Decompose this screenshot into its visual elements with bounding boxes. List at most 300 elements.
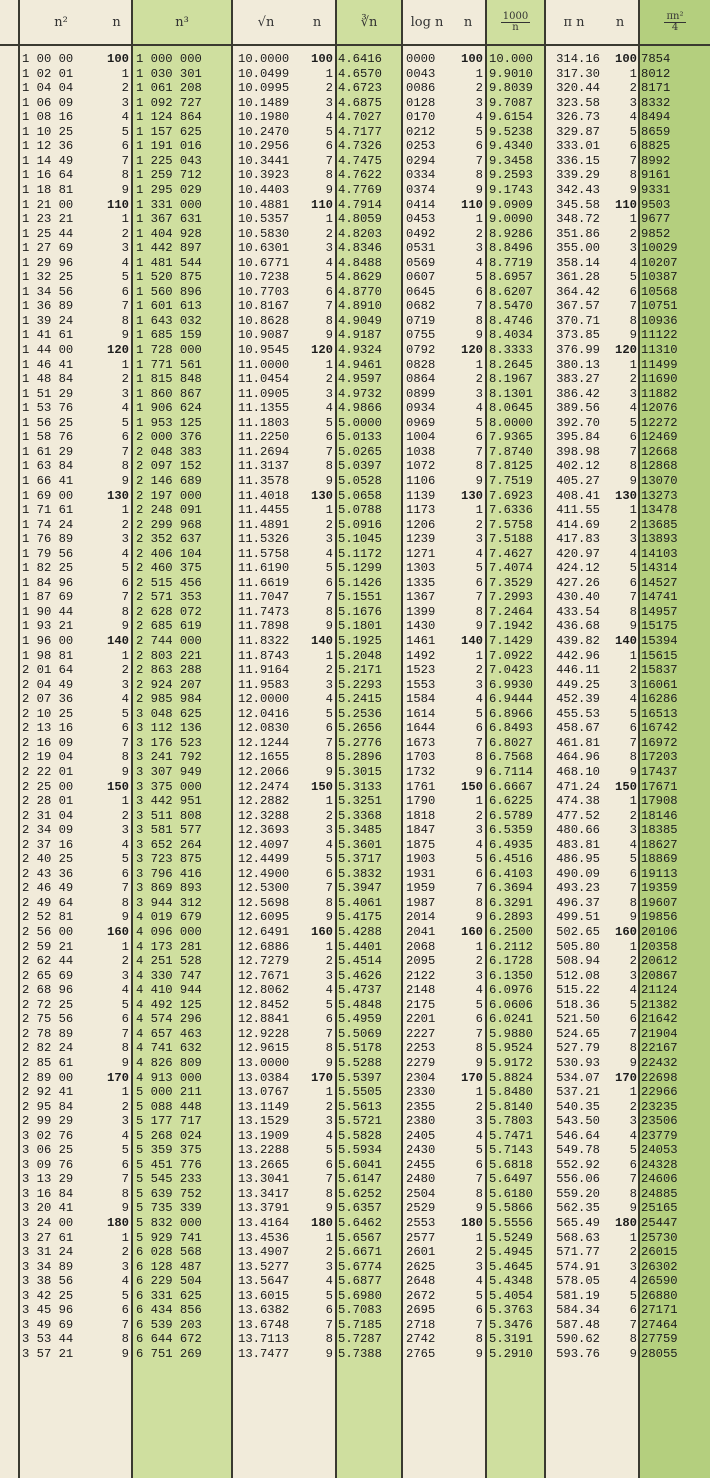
cell-sqrt-n: 12.6491 bbox=[238, 925, 290, 939]
cell-cuberoot-n: 5.3947 bbox=[338, 881, 382, 896]
cell-cuberoot-n: 5.4514 bbox=[338, 954, 382, 969]
cell-pi-n: 565.49 bbox=[556, 1216, 600, 1230]
cell-reciprocal: 5.7143 bbox=[489, 1143, 533, 1158]
cell-n-cubed: 2 460 375 bbox=[136, 561, 202, 576]
cell-reciprocal: 6.5359 bbox=[489, 823, 533, 838]
cell-area: 12668 bbox=[641, 444, 678, 459]
cell-n: 5 bbox=[475, 1143, 483, 1158]
cell-cuberoot-n: 5.3717 bbox=[338, 852, 382, 867]
cell-pi-n: 364.42 bbox=[556, 284, 600, 299]
cell-pi-n: 508.94 bbox=[556, 954, 600, 969]
cell-n: 5 bbox=[629, 561, 637, 576]
cell-n: 4 bbox=[475, 401, 483, 416]
cell-n: 1 bbox=[121, 794, 129, 809]
cell-n: 5 bbox=[325, 124, 333, 139]
cell-log-n: 0645 bbox=[406, 284, 436, 299]
cell-area: 17437 bbox=[641, 764, 678, 779]
cell-sqrt-n: 10.5357 bbox=[238, 212, 290, 227]
cell-pi-n: 452.39 bbox=[556, 692, 600, 707]
cell-log-n: 0212 bbox=[406, 124, 436, 139]
cell-n: 7 bbox=[325, 1026, 333, 1041]
cell-area: 13893 bbox=[641, 532, 678, 547]
cell-n: 7 bbox=[121, 1026, 129, 1041]
cell-n: 3 bbox=[629, 677, 637, 692]
cell-n: 2 bbox=[629, 954, 637, 969]
cell-n: 5 bbox=[121, 1143, 129, 1158]
cell-n: 5 bbox=[629, 852, 637, 867]
header-n-2: n bbox=[312, 14, 322, 30]
cell-reciprocal: 8.4034 bbox=[489, 328, 533, 343]
cell-n-cubed: 2 803 221 bbox=[136, 648, 202, 663]
cell-sqrt-n: 10.3923 bbox=[238, 168, 290, 183]
cell-log-n: 2201 bbox=[406, 1012, 436, 1027]
cell-n-squared: 2 04 49 bbox=[22, 677, 74, 692]
cell-n-squared: 2 62 44 bbox=[22, 954, 74, 969]
cell-n: 5 bbox=[475, 561, 483, 576]
cell-reciprocal: 9.3458 bbox=[489, 153, 533, 168]
cell-sqrt-n: 12.8841 bbox=[238, 1012, 290, 1027]
cell-area: 23506 bbox=[641, 1114, 678, 1129]
cell-sqrt-n: 12.8452 bbox=[238, 997, 290, 1012]
cell-pi-n: 411.55 bbox=[556, 503, 600, 518]
cell-n: 4 bbox=[629, 837, 637, 852]
cell-n: 7 bbox=[629, 1172, 637, 1187]
cell-log-n: 1673 bbox=[406, 735, 436, 750]
cell-n: 5 bbox=[121, 706, 129, 721]
cell-area: 8012 bbox=[641, 66, 671, 81]
cell-n: 110 bbox=[461, 197, 483, 212]
cell-log-n: 1959 bbox=[406, 881, 436, 896]
cell-reciprocal: 8.3333 bbox=[489, 343, 533, 357]
cell-reciprocal: 5.5556 bbox=[489, 1216, 533, 1230]
cell-n-squared: 1 32 25 bbox=[22, 270, 74, 285]
cell-n-squared: 1 87 69 bbox=[22, 590, 74, 605]
cell-n: 3 bbox=[121, 95, 129, 110]
cell-sqrt-n: 10.4403 bbox=[238, 182, 290, 197]
reciprocal-denominator: n bbox=[512, 21, 519, 33]
cell-n-cubed: 3 869 893 bbox=[136, 881, 202, 896]
cell-sqrt-n: 11.5326 bbox=[238, 532, 290, 547]
cell-n: 1 bbox=[121, 357, 129, 372]
cell-area: 17671 bbox=[641, 779, 678, 794]
cell-area: 10029 bbox=[641, 241, 678, 256]
cell-reciprocal: 7.8125 bbox=[489, 459, 533, 474]
cell-sqrt-n: 11.0905 bbox=[238, 386, 290, 401]
cell-n: 1 bbox=[325, 1230, 333, 1245]
cell-pi-n: 593.76 bbox=[556, 1346, 600, 1361]
cell-pi-n: 540.35 bbox=[556, 1099, 600, 1114]
cell-n-squared: 1 02 01 bbox=[22, 66, 74, 81]
cell-reciprocal: 8.1301 bbox=[489, 386, 533, 401]
cell-sqrt-n: 13.1909 bbox=[238, 1128, 290, 1143]
cell-log-n: 1847 bbox=[406, 823, 436, 838]
cell-n: 2 bbox=[475, 226, 483, 241]
cell-cuberoot-n: 5.3015 bbox=[338, 764, 382, 779]
cell-cuberoot-n: 4.7475 bbox=[338, 153, 382, 168]
cell-cuberoot-n: 5.6041 bbox=[338, 1157, 382, 1172]
cell-n: 2 bbox=[475, 1099, 483, 1114]
cell-reciprocal: 5.6497 bbox=[489, 1172, 533, 1187]
cell-cuberoot-n: 5.0265 bbox=[338, 444, 382, 459]
cell-reciprocal: 6.3291 bbox=[489, 895, 533, 910]
cell-n: 8 bbox=[121, 1186, 129, 1201]
cell-reciprocal: 8.1967 bbox=[489, 372, 533, 387]
cell-cuberoot-n: 5.2656 bbox=[338, 721, 382, 736]
cell-reciprocal: 6.2893 bbox=[489, 910, 533, 925]
cell-pi-n: 439.82 bbox=[556, 634, 600, 648]
cell-n: 140 bbox=[107, 634, 129, 648]
cell-n-squared: 1 39 24 bbox=[22, 313, 74, 328]
cell-log-n: 0682 bbox=[406, 299, 436, 314]
cell-sqrt-n: 10.6771 bbox=[238, 255, 290, 270]
cell-n-squared: 2 52 81 bbox=[22, 910, 74, 925]
cell-log-n: 0755 bbox=[406, 328, 436, 343]
cell-log-n: 2122 bbox=[406, 968, 436, 983]
cell-n: 4 bbox=[325, 255, 333, 270]
cell-n: 4 bbox=[475, 692, 483, 707]
cell-reciprocal: 7.1429 bbox=[489, 634, 533, 648]
cell-n: 7 bbox=[325, 299, 333, 314]
cell-n-cubed: 1 259 712 bbox=[136, 168, 202, 183]
cell-n-squared: 3 09 76 bbox=[22, 1157, 74, 1172]
cell-n-squared: 1 10 25 bbox=[22, 124, 74, 139]
cell-sqrt-n: 10.8167 bbox=[238, 299, 290, 314]
cell-n: 150 bbox=[461, 779, 483, 794]
cell-n: 2 bbox=[475, 372, 483, 387]
cell-n: 6 bbox=[325, 430, 333, 445]
cell-cuberoot-n: 5.5721 bbox=[338, 1114, 382, 1129]
cell-log-n: 1875 bbox=[406, 837, 436, 852]
cell-n: 8 bbox=[629, 604, 637, 619]
cell-n: 1 bbox=[121, 648, 129, 663]
cell-log-n: 1790 bbox=[406, 794, 436, 809]
cell-pi-n: 530.93 bbox=[556, 1055, 600, 1070]
cell-pi-n: 376.99 bbox=[556, 343, 600, 357]
cell-n: 5 bbox=[121, 561, 129, 576]
cell-n-cubed: 1 520 875 bbox=[136, 270, 202, 285]
cell-n: 1 bbox=[475, 1085, 483, 1100]
cell-sqrt-n: 11.7898 bbox=[238, 619, 290, 634]
cell-log-n: 0492 bbox=[406, 226, 436, 241]
cell-cuberoot-n: 5.1801 bbox=[338, 619, 382, 634]
cell-reciprocal: 6.0241 bbox=[489, 1012, 533, 1027]
cell-reciprocal: 6.4935 bbox=[489, 837, 533, 852]
cell-n-cubed: 3 048 625 bbox=[136, 706, 202, 721]
cell-cuberoot-n: 5.0397 bbox=[338, 459, 382, 474]
cell-log-n: 2095 bbox=[406, 954, 436, 969]
cell-n: 9 bbox=[629, 328, 637, 343]
cell-n: 8 bbox=[325, 168, 333, 183]
cell-n: 5 bbox=[325, 852, 333, 867]
cell-n: 3 bbox=[629, 1114, 637, 1129]
cell-sqrt-n: 11.1355 bbox=[238, 401, 290, 416]
cell-n: 2 bbox=[325, 954, 333, 969]
cell-n-squared: 3 53 44 bbox=[22, 1332, 74, 1347]
cell-n: 5 bbox=[629, 1143, 637, 1158]
cell-n-cubed: 2 744 000 bbox=[136, 634, 202, 648]
cell-log-n: 2148 bbox=[406, 983, 436, 998]
cell-pi-n: 568.63 bbox=[556, 1230, 600, 1245]
cell-n: 4 bbox=[121, 983, 129, 998]
cell-n: 8 bbox=[121, 1332, 129, 1347]
cell-cuberoot-n: 5.3368 bbox=[338, 808, 382, 823]
cell-cuberoot-n: 5.2293 bbox=[338, 677, 382, 692]
cell-cuberoot-n: 5.6462 bbox=[338, 1216, 382, 1230]
cell-reciprocal: 9.9010 bbox=[489, 66, 533, 81]
rule-8 bbox=[638, 0, 640, 1478]
cell-n-cubed: 4 657 463 bbox=[136, 1026, 202, 1041]
cell-cuberoot-n: 5.4288 bbox=[338, 925, 382, 939]
cell-sqrt-n: 10.0995 bbox=[238, 81, 290, 96]
header-sqrt-n: √n bbox=[257, 14, 275, 30]
cell-pi-n: 389.56 bbox=[556, 401, 600, 416]
cell-n-squared: 3 20 41 bbox=[22, 1201, 74, 1216]
cell-pi-n: 314.16 bbox=[556, 52, 600, 66]
cell-n-squared: 3 27 61 bbox=[22, 1230, 74, 1245]
cell-n: 7 bbox=[629, 881, 637, 896]
area-numerator: πn² bbox=[666, 10, 684, 22]
cell-area: 24885 bbox=[641, 1186, 678, 1201]
cell-cuberoot-n: 5.6774 bbox=[338, 1259, 382, 1274]
cell-pi-n: 524.65 bbox=[556, 1026, 600, 1041]
cell-n: 1 bbox=[325, 357, 333, 372]
cell-area: 23235 bbox=[641, 1099, 678, 1114]
cell-n-cubed: 1 860 867 bbox=[136, 386, 202, 401]
cell-cuberoot-n: 4.9324 bbox=[338, 343, 382, 357]
cell-area: 20867 bbox=[641, 968, 678, 983]
cell-pi-n: 317.30 bbox=[556, 66, 600, 81]
cell-cuberoot-n: 5.7287 bbox=[338, 1332, 382, 1347]
cell-n-squared: 2 59 21 bbox=[22, 939, 74, 954]
cell-pi-n: 355.00 bbox=[556, 241, 600, 256]
cell-n-squared: 1 90 44 bbox=[22, 604, 74, 619]
cell-reciprocal: 6.0976 bbox=[489, 983, 533, 998]
cell-n-squared: 3 31 24 bbox=[22, 1245, 74, 1260]
cell-log-n: 1335 bbox=[406, 575, 436, 590]
cell-n-cubed: 2 097 152 bbox=[136, 459, 202, 474]
cell-n-cubed: 2 685 619 bbox=[136, 619, 202, 634]
cell-n: 7 bbox=[475, 590, 483, 605]
cell-n: 9 bbox=[475, 910, 483, 925]
cell-area: 27464 bbox=[641, 1317, 678, 1332]
cell-reciprocal: 7.6336 bbox=[489, 503, 533, 518]
cell-pi-n: 521.50 bbox=[556, 1012, 600, 1027]
cell-sqrt-n: 12.0000 bbox=[238, 692, 290, 707]
cell-n: 140 bbox=[461, 634, 483, 648]
cell-n: 2 bbox=[325, 1099, 333, 1114]
cell-log-n: 1038 bbox=[406, 444, 436, 459]
cell-log-n: 0128 bbox=[406, 95, 436, 110]
cell-n-squared: 2 07 36 bbox=[22, 692, 74, 707]
cell-n: 1 bbox=[325, 939, 333, 954]
cell-pi-n: 333.01 bbox=[556, 139, 600, 154]
cell-n-cubed: 1 030 301 bbox=[136, 66, 202, 81]
cell-n: 7 bbox=[629, 735, 637, 750]
cell-log-n: 1761 bbox=[406, 779, 436, 794]
cell-n-cubed: 6 128 487 bbox=[136, 1259, 202, 1274]
cell-n: 2 bbox=[121, 808, 129, 823]
cell-n: 6 bbox=[629, 430, 637, 445]
cell-pi-n: 323.58 bbox=[556, 95, 600, 110]
cell-log-n: 2227 bbox=[406, 1026, 436, 1041]
cell-n-squared: 2 89 00 bbox=[22, 1070, 74, 1085]
cell-n: 3 bbox=[325, 823, 333, 838]
cell-n: 5 bbox=[475, 997, 483, 1012]
cell-n: 1 bbox=[121, 503, 129, 518]
cell-n: 3 bbox=[629, 241, 637, 256]
cell-reciprocal: 5.5866 bbox=[489, 1201, 533, 1216]
cell-n-squared: 2 25 00 bbox=[22, 779, 74, 794]
cell-n: 3 bbox=[325, 677, 333, 692]
cell-n-cubed: 5 000 211 bbox=[136, 1085, 202, 1100]
cell-n: 8 bbox=[629, 1332, 637, 1347]
cell-sqrt-n: 13.2665 bbox=[238, 1157, 290, 1172]
cell-reciprocal: 5.4348 bbox=[489, 1274, 533, 1289]
cell-n-squared: 1 56 25 bbox=[22, 415, 74, 430]
cell-reciprocal: 5.6818 bbox=[489, 1157, 533, 1172]
cell-log-n: 1303 bbox=[406, 561, 436, 576]
cell-n: 6 bbox=[325, 284, 333, 299]
cell-reciprocal: 6.7568 bbox=[489, 750, 533, 765]
cell-cuberoot-n: 5.2048 bbox=[338, 648, 382, 663]
cell-n-cubed: 1 481 544 bbox=[136, 255, 202, 270]
cell-n-squared: 1 96 00 bbox=[22, 634, 74, 648]
cell-n: 8 bbox=[629, 168, 637, 183]
cell-n: 1 bbox=[475, 1230, 483, 1245]
cell-log-n: 1492 bbox=[406, 648, 436, 663]
cell-log-n: 1584 bbox=[406, 692, 436, 707]
cell-log-n: 2380 bbox=[406, 1114, 436, 1129]
cell-n: 9 bbox=[629, 764, 637, 779]
cell-n: 3 bbox=[475, 1259, 483, 1274]
cell-log-n: 2175 bbox=[406, 997, 436, 1012]
cell-n: 6 bbox=[629, 721, 637, 736]
cell-n: 9 bbox=[629, 619, 637, 634]
cell-sqrt-n: 12.2882 bbox=[238, 794, 290, 809]
cell-n-squared: 1 29 96 bbox=[22, 255, 74, 270]
cell-reciprocal: 8.6957 bbox=[489, 270, 533, 285]
cell-cuberoot-n: 5.6252 bbox=[338, 1186, 382, 1201]
cell-reciprocal: 5.7803 bbox=[489, 1114, 533, 1129]
cell-sqrt-n: 12.4900 bbox=[238, 866, 290, 881]
cell-n: 150 bbox=[615, 779, 637, 794]
cell-n: 120 bbox=[311, 343, 333, 357]
cell-n: 120 bbox=[107, 343, 129, 357]
cell-area: 19607 bbox=[641, 895, 678, 910]
cell-area: 25165 bbox=[641, 1201, 678, 1216]
cell-n-cubed: 1 442 897 bbox=[136, 241, 202, 256]
cell-n: 7 bbox=[121, 735, 129, 750]
cell-n: 2 bbox=[325, 1245, 333, 1260]
cell-n: 2 bbox=[325, 226, 333, 241]
cell-n: 5 bbox=[475, 852, 483, 867]
cell-n: 4 bbox=[475, 110, 483, 125]
cell-log-n: 2430 bbox=[406, 1143, 436, 1158]
cell-n-squared: 1 00 00 bbox=[22, 52, 74, 66]
cell-n: 1 bbox=[475, 66, 483, 81]
area-fraction bbox=[664, 12, 685, 33]
cell-pi-n: 458.67 bbox=[556, 721, 600, 736]
cell-reciprocal: 9.8039 bbox=[489, 81, 533, 96]
cell-n: 6 bbox=[629, 139, 637, 154]
cell-cuberoot-n: 5.6980 bbox=[338, 1288, 382, 1303]
cell-n-squared: 2 49 64 bbox=[22, 895, 74, 910]
cell-n: 6 bbox=[325, 139, 333, 154]
cell-sqrt-n: 12.3693 bbox=[238, 823, 290, 838]
cell-n-squared: 1 44 00 bbox=[22, 343, 74, 357]
cell-n: 7 bbox=[325, 881, 333, 896]
cell-log-n: 2718 bbox=[406, 1317, 436, 1332]
cell-pi-n: 590.62 bbox=[556, 1332, 600, 1347]
cell-n-squared: 1 53 76 bbox=[22, 401, 74, 416]
cell-n-squared: 2 40 25 bbox=[22, 852, 74, 867]
cell-pi-n: 417.83 bbox=[556, 532, 600, 547]
cell-n-squared: 2 46 49 bbox=[22, 881, 74, 896]
cell-n-squared: 2 99 29 bbox=[22, 1114, 74, 1129]
cell-n: 3 bbox=[475, 386, 483, 401]
cell-area: 12076 bbox=[641, 401, 678, 416]
cell-n: 5 bbox=[475, 1288, 483, 1303]
cell-n: 5 bbox=[325, 997, 333, 1012]
cell-sqrt-n: 12.8062 bbox=[238, 983, 290, 998]
cell-n-cubed: 4 741 632 bbox=[136, 1041, 202, 1056]
cell-n: 110 bbox=[615, 197, 637, 212]
cell-pi-n: 486.95 bbox=[556, 852, 600, 867]
cell-n-cubed: 4 913 000 bbox=[136, 1070, 202, 1085]
cell-sqrt-n: 11.6190 bbox=[238, 561, 290, 576]
cell-n-squared: 1 12 36 bbox=[22, 139, 74, 154]
cell-n: 4 bbox=[121, 110, 129, 125]
cell-cuberoot-n: 4.8629 bbox=[338, 270, 382, 285]
cell-pi-n: 424.12 bbox=[556, 561, 600, 576]
cell-n: 7 bbox=[629, 1317, 637, 1332]
cell-cuberoot-n: 5.1045 bbox=[338, 532, 382, 547]
cell-log-n: 1461 bbox=[406, 634, 436, 648]
cell-cuberoot-n: 5.1925 bbox=[338, 634, 382, 648]
cell-sqrt-n: 10.6301 bbox=[238, 241, 290, 256]
cell-pi-n: 502.65 bbox=[556, 925, 600, 939]
cell-sqrt-n: 13.0384 bbox=[238, 1070, 290, 1085]
cell-area: 18627 bbox=[641, 837, 678, 852]
cell-sqrt-n: 13.1529 bbox=[238, 1114, 290, 1129]
cell-n: 8 bbox=[325, 313, 333, 328]
cell-pi-n: 348.72 bbox=[556, 212, 600, 227]
cell-sqrt-n: 10.7703 bbox=[238, 284, 290, 299]
cell-n: 9 bbox=[629, 1201, 637, 1216]
cell-area: 10751 bbox=[641, 299, 678, 314]
cell-n-squared: 2 92 41 bbox=[22, 1085, 74, 1100]
cell-pi-n: 549.78 bbox=[556, 1143, 600, 1158]
cell-n: 4 bbox=[629, 1274, 637, 1289]
cell-n-squared: 1 16 64 bbox=[22, 168, 74, 183]
cell-n-cubed: 3 944 312 bbox=[136, 895, 202, 910]
cell-n-cubed: 2 628 072 bbox=[136, 604, 202, 619]
cell-n: 2 bbox=[475, 1245, 483, 1260]
cell-n-cubed: 6 644 672 bbox=[136, 1332, 202, 1347]
cell-n: 3 bbox=[121, 532, 129, 547]
reciprocal-fraction bbox=[501, 12, 530, 33]
cell-reciprocal: 7.8740 bbox=[489, 444, 533, 459]
cell-n-squared: 3 42 25 bbox=[22, 1288, 74, 1303]
cell-n-squared: 2 13 16 bbox=[22, 721, 74, 736]
cell-sqrt-n: 10.0499 bbox=[238, 66, 290, 81]
cell-log-n: 1173 bbox=[406, 503, 436, 518]
cell-sqrt-n: 12.2066 bbox=[238, 764, 290, 779]
cell-n: 5 bbox=[475, 270, 483, 285]
cell-reciprocal: 6.4516 bbox=[489, 852, 533, 867]
cell-n: 6 bbox=[629, 1012, 637, 1027]
cell-n-cubed: 1 061 208 bbox=[136, 81, 202, 96]
